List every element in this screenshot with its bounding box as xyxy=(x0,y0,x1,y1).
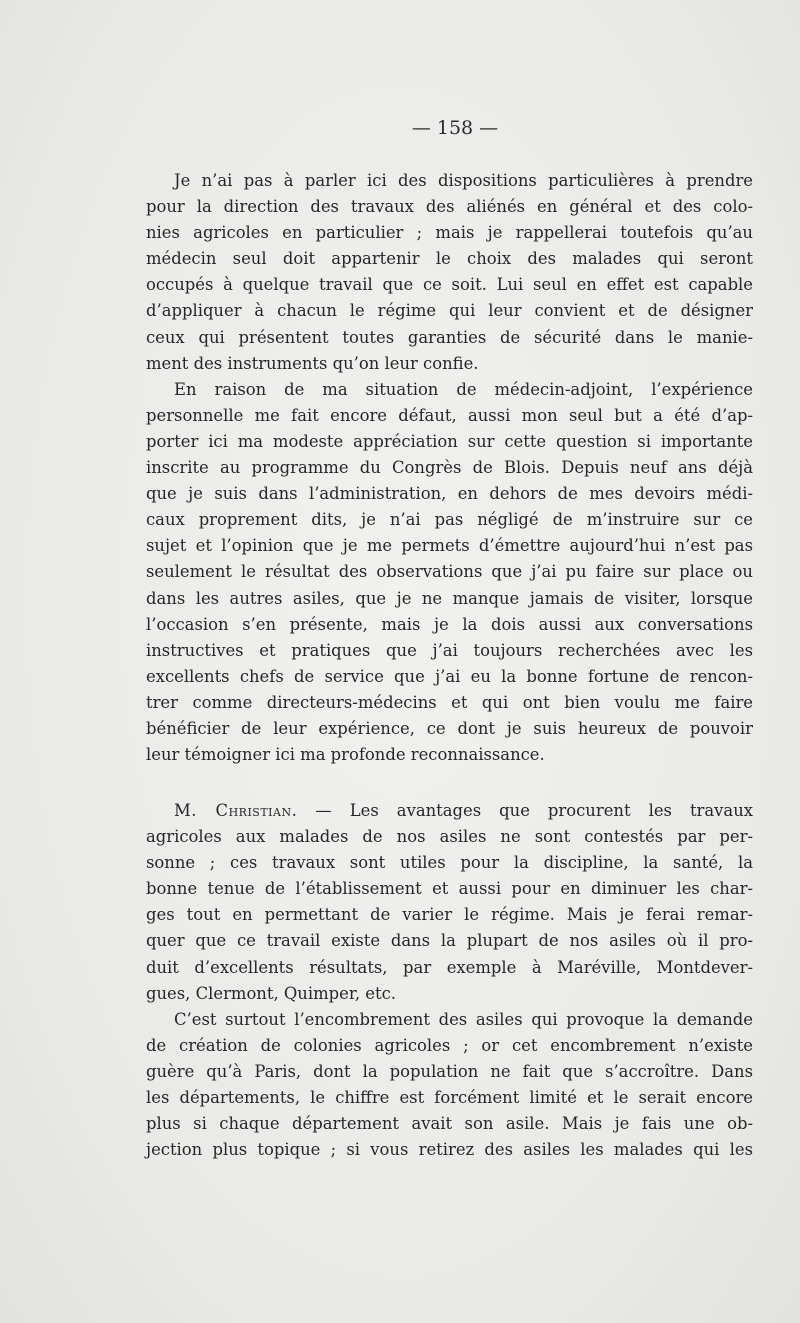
text-line: caux proprement dits, je n’ai pas négligé de m’instruire sur ce xyxy=(146,510,753,530)
text-line: sujet et l’opinion que je me permets d’émettre aujourd’hui n’est pas xyxy=(146,536,753,556)
text-line: occupés à quelque travail que ce soit. Lui seul en effet est capable xyxy=(146,275,753,295)
text-line: ceux qui présentent toutes garanties de sécurité dans le manie- xyxy=(146,327,753,347)
text-line: que je suis dans l’administration, en dehors de mes devoirs médi- xyxy=(146,484,753,504)
text-line: duit d’excellents résultats, par exemple à Maréville, Montdever- xyxy=(146,957,753,977)
text-line: les départements, le chiffre est forcément limité et le serait encore xyxy=(146,1088,753,1108)
text-line: porter ici ma modeste appréciation sur cette question si importante xyxy=(146,431,753,451)
text-line: En raison de ma situation de médecin-adjoint, l’expérience xyxy=(174,379,753,399)
text-line: d’appliquer à chacun le régime qui leur convient et de désigner xyxy=(146,301,753,321)
text-line: trer comme directeurs-médecins et qui ont bien voulu me faire xyxy=(146,692,753,712)
text-line xyxy=(146,798,753,824)
text-line: l’occasion s’en présente, mais je la dois aussi aux conversations xyxy=(146,614,753,634)
text-line: plus si chaque département avait son asile. Mais je fais une ob- xyxy=(146,1114,753,1134)
text-line: bonne tenue de l’établissement et aussi pour en diminuer les char- xyxy=(146,879,753,899)
text-line: dans les autres asiles, que je ne manque jamais de visiter, lorsque xyxy=(146,588,753,608)
text-line-rest: — Les avantages que procurent les travaux xyxy=(297,801,753,820)
page-number: — 158 — xyxy=(411,117,499,139)
text-line: pour la direction des travaux des aliénés en général et des colo- xyxy=(146,197,753,217)
text-line: Je n’ai pas à parler ici des dispositions particulières à prendre xyxy=(174,171,753,190)
text-line: personnelle me fait encore défaut, aussi mon seul but a été d’ap- xyxy=(146,405,753,425)
text-line: de création de colonies agricoles ; or cet encombrement n’existe xyxy=(146,1035,753,1055)
text-line: leur témoigner ici ma profonde reconnaissance. xyxy=(146,745,545,765)
text-line: seulement le résultat des observations que j’ai pu faire sur place ou xyxy=(146,562,753,582)
text-line: C’est surtout l’encombrement des asiles qui provoque la demande xyxy=(174,1009,753,1029)
text-line: gues, Clermont, Quimper, etc. xyxy=(146,983,396,1003)
text-line: jection plus topique ; si vous retirez des asiles les malades qui les xyxy=(146,1140,753,1160)
text-line: instructives et pratiques que j’ai toujours recherchées avec les xyxy=(146,640,753,660)
text-line: nies agricoles en particulier ; mais je rappellerai toutefois qu’au xyxy=(146,223,753,243)
text-block-lower xyxy=(146,798,753,1163)
text-line: bénéficier de leur expérience, ce dont je suis heureux de pouvoir xyxy=(146,718,753,738)
speaker-name: M. Christian. xyxy=(174,801,298,820)
text-block-upper xyxy=(146,168,753,768)
text-line: ment des instruments qu’on leur confie. xyxy=(146,353,479,373)
text-line: inscrite au programme du Congrès de Blois. Depuis neuf ans déjà xyxy=(146,458,753,478)
text-line: médecin seul doit appartenir le choix des malades qui seront xyxy=(146,249,753,269)
text-line: guère qu’à Paris, dont la population ne fait que s’accroître. Dans xyxy=(146,1061,753,1081)
text-line: sonne ; ces travaux sont utiles pour la discipline, la santé, la xyxy=(146,853,753,873)
text-line: agricoles aux malades de nos asiles ne sont contestés par per- xyxy=(146,827,753,847)
text-line: excellents chefs de service que j’ai eu la bonne fortune de rencon- xyxy=(146,666,753,686)
text-line: quer que ce travail existe dans la plupart de nos asiles où il pro- xyxy=(146,931,753,951)
text-line: ges tout en permettant de varier le régime. Mais je ferai remar- xyxy=(146,905,753,925)
